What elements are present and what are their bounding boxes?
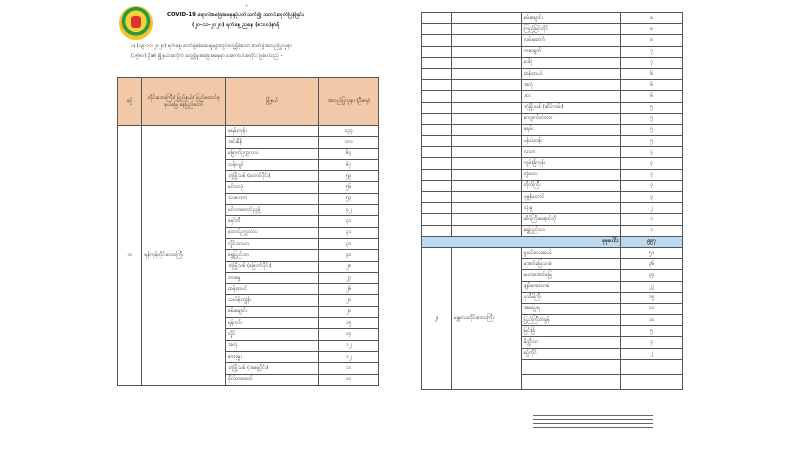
township-cell: ချမ်းအေးသာစံ (521, 281, 621, 292)
township-cell: တောင်ဥက္ကလာပ (226, 227, 319, 238)
count-cell: ၂ (621, 348, 683, 359)
count-cell: ၃၁ (319, 216, 379, 227)
table-row (422, 24, 683, 35)
township-cell: ကမာရွတ် (521, 46, 621, 57)
township-cell: မြောက်ဥက္ကလာပ (226, 148, 319, 159)
table-row (422, 102, 683, 113)
table-body-2 (422, 13, 683, 390)
township-cell: မှုးပင်လေးဆယ် (521, 247, 621, 258)
township-cell: မဟာအောင်မြေ (521, 270, 621, 281)
township-cell: မင်္ဂလာဒုံ (226, 182, 319, 193)
col-header-region: တိုင်းဒေသကြီး/ ပြည်နယ်/ ပြည်ထောင်စုနယ်မြေ နေပြည်တော် (142, 78, 226, 126)
count-cell: ၅ (621, 113, 683, 124)
cases-table-2 (421, 12, 683, 390)
empty-cell (521, 359, 621, 374)
table-row (422, 236, 683, 247)
count-cell: ၂ (621, 203, 683, 214)
count-cell: ၃၁ (319, 227, 379, 238)
township-cell: အင်းစိန် (226, 137, 319, 148)
count-cell: ၁၄ (319, 329, 379, 340)
township-cell: ဒလ (521, 91, 621, 102)
count-cell: ၁၀၀ (319, 137, 379, 148)
township-cell: ထန်းတပင် (521, 68, 621, 79)
count-cell: ၁၅ (319, 318, 379, 329)
count-cell: ၄ (621, 147, 683, 158)
region-number: ၁။ (118, 126, 142, 386)
count-cell: ၆ (621, 68, 683, 79)
count-cell: ၃၆ (621, 259, 683, 270)
township-cell: စမ်းချောင်း (521, 13, 621, 24)
count-cell: ၃၀ (319, 250, 379, 261)
region-name: မန္တလေးတိုင်းဒေသကြီး (451, 247, 521, 389)
township-cell: သုံးခွ (521, 203, 621, 214)
township-cell: ရွှေပြည်သာ (521, 225, 621, 236)
count-cell: ၁၀ (319, 374, 379, 385)
count-cell: ၁၂ (319, 340, 379, 351)
count-cell: ၁ (621, 225, 683, 236)
township-cell: အမရပူရ (521, 303, 621, 314)
count-cell: ၄၂ (319, 205, 379, 216)
township-cell: သာကေတ (226, 193, 319, 204)
table-body-1 (118, 126, 379, 386)
township-cell: ပုသိမ်ကြီး (521, 292, 621, 303)
count-cell: ၁၃၄ (319, 126, 379, 137)
ministry-logo-icon (119, 6, 153, 40)
table-row (422, 158, 683, 169)
table-row (422, 203, 683, 214)
table-row (422, 57, 683, 68)
count-cell: ၂၇ (319, 272, 379, 283)
township-cell: သင်္ဃန်းကျွန်း (226, 295, 319, 306)
empty-cell (621, 374, 683, 389)
count-cell: ၁ (621, 214, 683, 225)
empty-cell (521, 374, 621, 389)
table-row (422, 13, 683, 24)
township-cell: ပန်းပဲတန်း (521, 136, 621, 147)
count-cell: ၈ (621, 13, 683, 24)
count-cell: ၆ (621, 80, 683, 91)
count-cell: ၈ (621, 35, 683, 46)
total-label: စုစုပေါင်း (422, 236, 621, 247)
township-cell: ရန်ကင်း (226, 318, 319, 329)
township-cell: ဒဂုံမြို့သစ် (ဆိပ်ကမ်း) (521, 102, 621, 113)
township-cell: ထန်းတပင် (226, 284, 319, 295)
table-row (422, 214, 683, 225)
count-cell: ၁၁ (319, 363, 379, 374)
table-row (422, 136, 683, 147)
region-number: ၂။ (422, 247, 452, 389)
count-cell: ၇ (621, 46, 683, 57)
count-cell: ၈ (621, 24, 683, 35)
count-cell: ၇ (621, 57, 683, 68)
township-cell: ကြည့်မြင်တိုင် (521, 24, 621, 35)
intro-line-2: (၁၅၆၀) ဦး၏ မြို့နယ်အလိုက် တွေ့ရှိမှုအခြေအနေမှာ အောက်ပါအတိုင်း ဖြစ်ပါသည် - (131, 53, 283, 59)
township-cell: လမ်းမတော် (521, 35, 621, 46)
table-row (422, 147, 683, 158)
count-cell: ၅ (621, 136, 683, 147)
township-cell: ဒဂုံမြို့သစ် (အရှေ့ပိုင်း) (226, 363, 319, 374)
col-header-count: အတည်ပြုလူနာ (ဦးရေ) (319, 78, 379, 126)
township-cell: ခရမ်း (521, 124, 621, 135)
table-row (422, 68, 683, 79)
table-row (422, 169, 683, 180)
township-cell: ကွမ်းခြံကုန်း (521, 158, 621, 169)
township-cell: မြင်းခြံ (521, 326, 621, 337)
document-subtitle: (၂၀-၁၁-၂၀၂၀) ရက်နေ့ ညနေ (၈:၀၀)နာရီ (192, 22, 280, 28)
township-cell: တွံတေး (521, 169, 621, 180)
count-cell: ၅ (621, 326, 683, 337)
township-cell: ဆိပ်ကြီးခနောင်တို (521, 214, 621, 225)
table-row (422, 113, 683, 124)
count-cell: ၆ (621, 91, 683, 102)
document-page-2 (403, 0, 683, 450)
document-title: COVID-19 ရောဂါအခြေအနေနှင့်ပတ်သက်၍ သတင်းထုတ်ပြန်ခြင်း (167, 12, 304, 18)
table-row (422, 124, 683, 135)
count-cell: ၆၃ (319, 148, 379, 159)
township-cell: ဒဂုံမြို့သစ် (တောင်ပိုင်း) (226, 171, 319, 182)
count-cell: ၂၀ (319, 306, 379, 317)
township-cell: ရွှေပြည်သာ (226, 250, 319, 261)
township-cell: အလုံ (226, 340, 319, 351)
table-row (422, 91, 683, 102)
table-row (422, 225, 683, 236)
township-cell: သန်လျင် (226, 159, 319, 170)
township-cell: စမ်းချောင်း (226, 306, 319, 317)
township-cell: လှိုင်သာယာ (226, 238, 319, 249)
count-cell: ၅၁ (621, 247, 683, 258)
document-page-1 (117, 0, 379, 450)
total-value: ၉၉၇ (621, 236, 683, 247)
cases-table-1 (117, 77, 379, 386)
township-cell: မှော်ဘီ (226, 216, 319, 227)
township-cell: ဒဂုံမြို့သစ် (မြောက်ပိုင်း) (226, 261, 319, 272)
col-header-township: မြို့နယ် (226, 78, 319, 126)
count-cell: ၁၂ (319, 351, 379, 362)
township-cell: တာမွေ (226, 272, 319, 283)
township-cell: ဒေါပုံ (521, 57, 621, 68)
township-cell: ပြည်ကြီးတံခွန် (521, 315, 621, 326)
footer-lines (533, 412, 653, 431)
intro-line-1: ၁။ (၁၉-၁၁-၂၀၂၀) ရက်နေ့၊ ဓာတ်ခွဲစစ်ဆေးမှုများတွင်တွေ့ရှိခဲ့သော ဓာတ်ခွဲအတည်ပြုလူနာ (131, 43, 292, 49)
count-cell: ၄ (621, 337, 683, 348)
count-cell: ၆၇ (319, 159, 379, 170)
township-cell: လသာ (521, 147, 621, 158)
count-cell: ၂၂ (621, 281, 683, 292)
region-name: ရန်ကုန်တိုင်းဒေသကြီး (142, 126, 226, 386)
page-number: ၁ (245, 3, 248, 9)
table-row (422, 192, 683, 203)
count-cell: ၃ (621, 169, 683, 180)
count-cell: ၂၈ (319, 261, 379, 272)
count-cell: ၃ (621, 192, 683, 203)
count-cell: ၅၃ (319, 193, 379, 204)
township-cell: မရမ်းကုန်း (226, 126, 319, 137)
township-cell: ကျောက်တံတား (521, 113, 621, 124)
empty-cell (621, 359, 683, 374)
count-cell: ၅၉ (319, 171, 379, 182)
count-cell: ၂၀ (319, 295, 379, 306)
township-cell: ကော့မှူး (226, 351, 319, 362)
township-cell: အလုံ (521, 80, 621, 91)
township-cell: တိုက်ကြီး (521, 180, 621, 191)
township-cell: အောင်မြေသာစံ (521, 259, 621, 270)
table-row (422, 247, 683, 258)
count-cell: ၅ (621, 124, 683, 135)
township-cell: ဗိုလ်တထောင် (226, 374, 319, 385)
table-row (422, 46, 683, 57)
count-cell: ၅၆ (319, 182, 379, 193)
township-cell: ပုဇွန်တောင် (521, 192, 621, 203)
count-cell: ၁၀ (621, 315, 683, 326)
table-row (422, 180, 683, 191)
count-cell: ၁၅ (621, 292, 683, 303)
township-cell: မင်္ဂလာတောင်ညွန့် (226, 205, 319, 216)
township-cell: စဉ့်ကိုင် (521, 348, 621, 359)
count-cell: ၂၆ (319, 284, 379, 295)
col-header-no: စဉ် (118, 78, 142, 126)
count-cell: ၃ (621, 180, 683, 191)
table-row (422, 80, 683, 91)
table-row (118, 126, 379, 137)
table-row (422, 35, 683, 46)
count-cell: ၃၄ (621, 270, 683, 281)
count-cell: ၄ (621, 158, 683, 169)
count-cell: ၅ (621, 102, 683, 113)
township-cell: မိတ္ထီလာ (521, 337, 621, 348)
count-cell: ၁၁ (621, 303, 683, 314)
count-cell: ၃၁ (319, 238, 379, 249)
township-cell: လှိုင် (226, 329, 319, 340)
